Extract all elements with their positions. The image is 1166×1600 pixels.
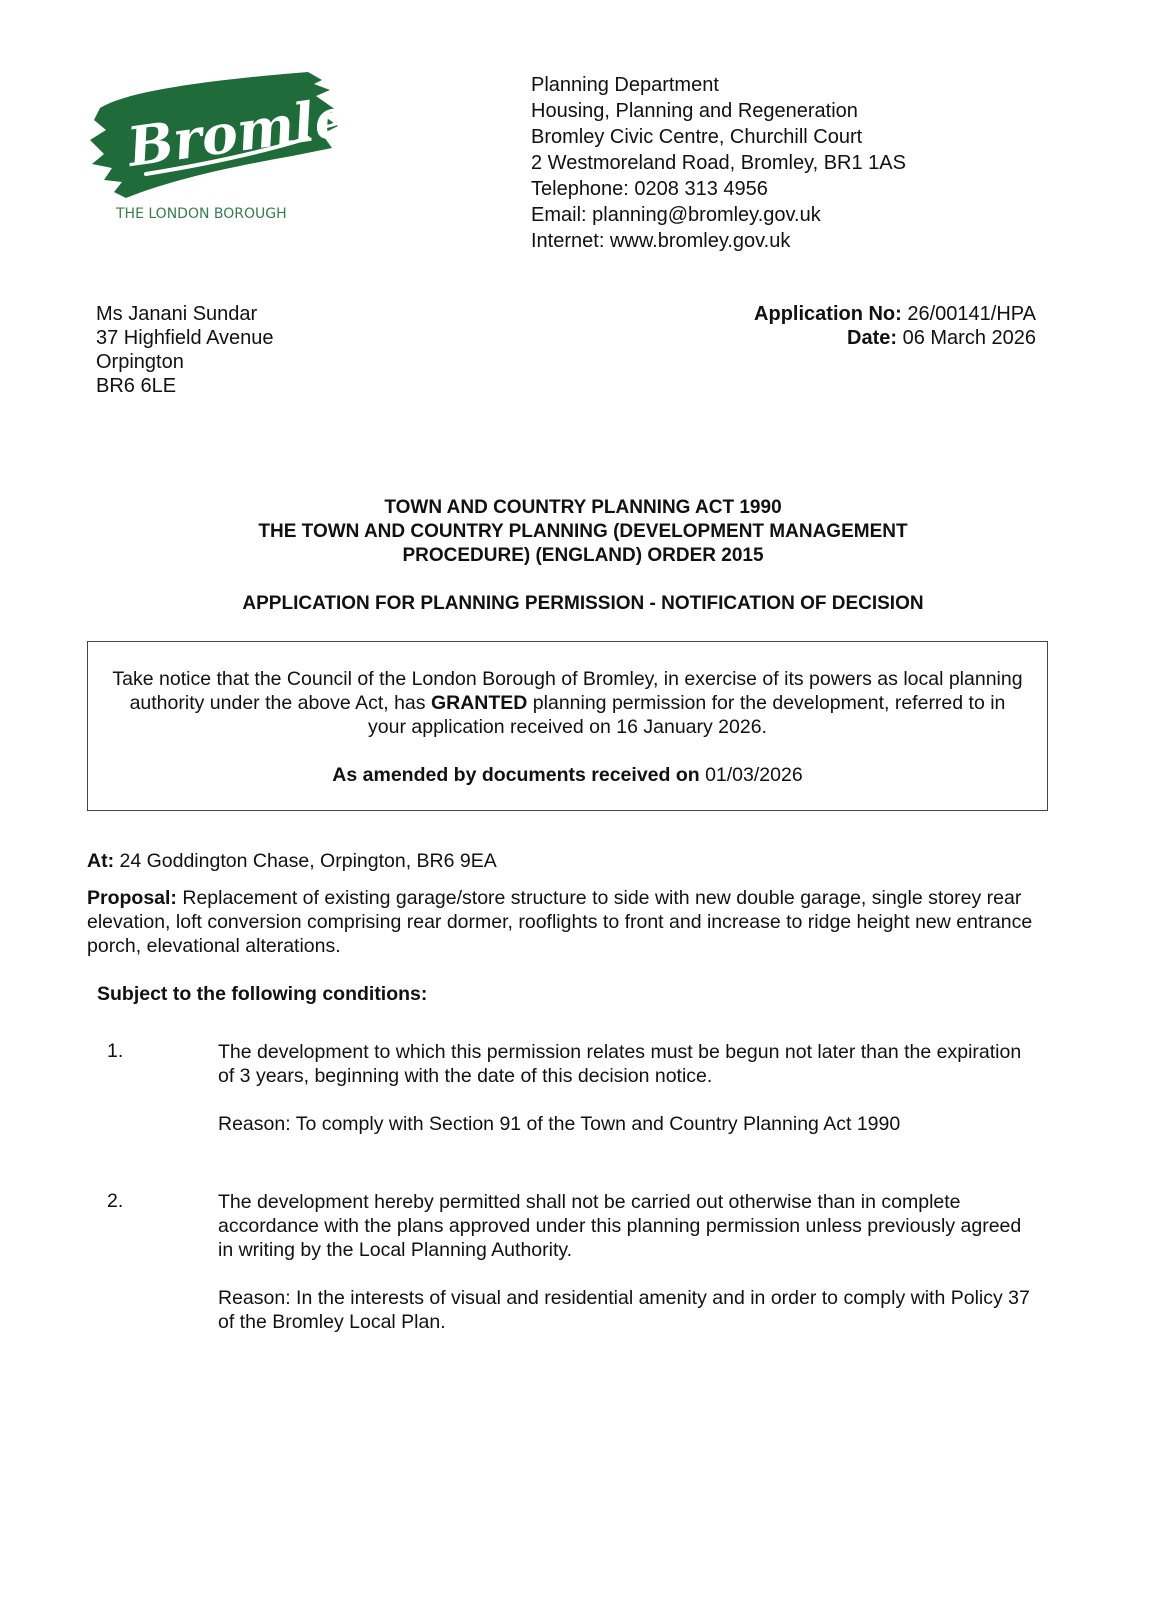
heading-line-2: THE TOWN AND COUNTRY PLANNING (DEVELOPMENT MANAGEMENT (258, 521, 908, 542)
application-number-label: Application No: (754, 303, 902, 325)
svg-text:THE LONDON BOROUGH: THE LONDON BOROUGH (116, 206, 287, 222)
recipient-town: Orpington (96, 351, 184, 373)
notice-title: APPLICATION FOR PLANNING PERMISSION - NOTIFICATION OF DECISION (242, 593, 924, 614)
condition-reason: Reason: In the interests of visual and residential amenity and in order to comply with Policy 37 of the Bromley Local Plan. (218, 1287, 1030, 1333)
amendment-line (108, 763, 1027, 787)
application-date-label: Date: (847, 327, 898, 349)
department-name: Planning Department (531, 74, 719, 96)
proposal-label: Proposal: (87, 887, 177, 909)
notice-text-before: Take notice that the Council of the London Borough of Bromley, in exercise of its powers as local planning authority under the above Act, has (112, 668, 1023, 714)
condition-number: 2. (107, 1190, 124, 1212)
telephone: Telephone: 0208 313 4956 (531, 178, 768, 200)
building-name: Bromley Civic Centre, Churchill Court (531, 126, 863, 148)
condition-reason: Reason: To comply with Section 91 of the Town and Country Planning Act 1990 (218, 1113, 901, 1135)
decision-notice-box (87, 641, 1048, 811)
decision-notice-text (108, 667, 1027, 739)
heading-line-3: PROCEDURE) (ENGLAND) ORDER 2015 (402, 545, 764, 566)
legislation-heading (0, 496, 1166, 568)
application-info (754, 302, 1036, 350)
conditions-title: Subject to the following conditions: (97, 983, 428, 1005)
condition-text: The development hereby permitted shall not be carried out otherwise than in complete accordance with the plans approved under this planning permission unless previously agreed in writing by the Local Planning Authority. (218, 1191, 1022, 1261)
condition-text: The development to which this permission relates must be begun not later than the expiration of 3 years, beginning with the date of this decision notice. (218, 1041, 1022, 1087)
street-address: 2 Westmoreland Road, Bromley, BR1 1AS (531, 152, 906, 174)
amended-date: 01/03/2026 (705, 764, 803, 786)
website: Internet: www.bromley.gov.uk (531, 230, 791, 252)
svg-text:Bromley: Bromley (123, 80, 384, 179)
bromley-brush-logo (86, 70, 384, 230)
site-label: At: (87, 850, 115, 872)
site-address: 24 Goddington Chase, Orpington, BR6 9EA (119, 850, 497, 872)
heading-line-1: TOWN AND COUNTRY PLANNING ACT 1990 (384, 497, 782, 518)
notice-text-after: planning permission for the development, referred to in your application received on 16 January 2026. (368, 692, 1006, 738)
council-logo (86, 70, 384, 230)
site-address-row (87, 850, 497, 873)
recipient-address (96, 302, 274, 398)
division-name: Housing, Planning and Regeneration (531, 100, 858, 122)
decision-status: GRANTED (430, 692, 528, 714)
proposal-row (87, 886, 1087, 958)
application-date-row (754, 326, 1036, 350)
application-date: 06 March 2026 (902, 327, 1036, 349)
council-contact-block (531, 72, 906, 254)
application-number: 26/00141/HPA (907, 303, 1036, 325)
recipient-name: Ms Janani Sundar (96, 303, 258, 325)
proposal-text: Replacement of existing garage/store structure to side with new double garage, single storey rear elevation, loft conversion comprising rear dormer, rooflights to front and increase to ridge height new entrance porch, elevational alterations. (87, 887, 1033, 957)
recipient-street: 37 Highfield Avenue (96, 327, 274, 349)
application-number-row (754, 302, 1036, 326)
recipient-postcode: BR6 6LE (96, 375, 177, 397)
amended-label: As amended by documents received on (332, 764, 700, 786)
email: Email: planning@bromley.gov.uk (531, 204, 821, 226)
condition-number: 1. (107, 1040, 124, 1062)
